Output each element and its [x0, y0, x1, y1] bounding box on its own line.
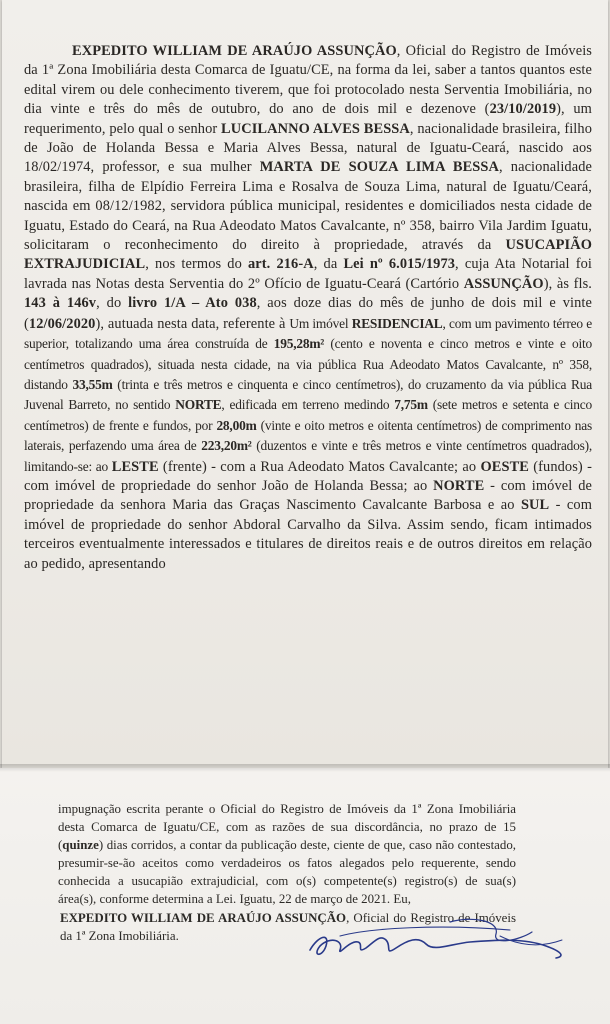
edital-main-text [24, 42, 592, 574]
area-construida: 195,28m² [273, 336, 325, 352]
law-ref: Lei nº 6.015/1973 [343, 256, 456, 273]
handwritten-signature [300, 906, 580, 966]
edital-paragraph: EXPEDITO WILLIAM DE ARAÚJO ASSUNÇÃO, Oficial do Registro de Imóveis da 1ª Zona Imobiliária desta Comarca de Iguatu/CE, na forma da lei, saber a tantos quantos este edital virem ou dele conhecimento tiverem, que foi protocolado nesta Serventia Imobiliária, no dia vinte e três do mês de outubro, do ano de dois mil e dezenove (23/10/2019), um requerimento, pelo qual o senhor LUCILANNO ALVES BESSA, nacionalidade brasileira, filho de João de Holanda Bessa e Maria Alves Bessa, natural de Iguatu-Ceará, nascido aos 18/02/1974, professor, e sua mulher MARTA DE SOUZA LIMA BESSA, nacionalidade brasileira, filha de Elpídio Ferreira Lima e Rosalva de Souza Lima, natural de Iguatu/Ceará, nascida em 08/12/1982, servidora pública municipal, residentes e domiciliados nesta cidade de Iguatu, Estado do Ceará, na Rua Adeodato Matos Cavalcante, nº 358, bairro Vila Jardim Iguatu, solicitaram o reconhecimento do direito à propriedade, através da USUCAPIÃO EXTRAJUDICIAL, nos termos do art. 216-A, da Lei nº 6.015/1973, cuja Ata Notarial foi lavrada nas Notas desta Serventia do 2º Ofício de Iguatu-Ceará (Cartório ASSUNÇÃO), às fls. 143 à 146v, do livro 1/A – Ato 038, aos doze dias do mês de junho de dois mil e vinte (12/06/2020), autuada nesta data, referente à Um imóvel RESIDENCIAL, com um pavimento térreo e superior, totalizando uma área construída de 195,28m² (cento e noventa e cinco metros e vinte e oito centímetros quadrados), situada nesta cidade, na via pública Rua Adeodato Matos Cavalcante, nº 358, distando 33,55m (trinta e três metros e cinquenta e cinco centímetros), do cruzamento da via pública Rua Juvenal Barreto, no sentido NORTE, edificada em terreno medindo 7,75m (sete metros e setenta e cinco centímetros) de frente e fundos, por 28,00m (vinte e oito metros e oitenta centímetros) de comprimento nas laterais, perfazendo uma área de 223,20m² (duzentos e vinte e três metros e vinte centímetros quadrados), limitando-se: ao LESTE (frente) - com a Rua Adeodato Matos Cavalcante; ao OESTE (fundos) - com imóvel de propriedade do senhor João de Holanda Bessa; ao NORTE - com imóvel de propriedade da senhora Maria das Graças Nascimento Cavalcante Barbosa e ao SUL - com imóvel de propriedade do senhor Abdoral Carvalho da Silva. Assim sendo, ficam intimados terceiros eventualmente interessados e titulares de direitos reais e de outros direitos em relação ao pedido, apresentando [24, 43, 593, 572]
area-total: 223,20m² [201, 438, 252, 454]
signoff-officer-name: EXPEDITO WILLIAM DE ARAÚJO ASSUNÇÃO [60, 910, 347, 925]
property-description: Um imóvel RESIDENCIAL, com um pavimento térreo e superior, totalizando uma área construída de 195,28m² (cento e noventa e cinco metros e vinte e oito centímetros quadrados), situada nesta cidade, na via pública Rua Adeodato Matos Cavalcante, nº 358, distando 33,55m (trinta e três metros e cinquenta e cinco centímetros), do cruzamento da via pública Rua Juvenal Barreto, no sentido NORTE, edificada em terreno medindo 7,75m (sete metros e setenta e cinco centímetros) de frente e fundos, por 28,00m (vinte e oito metros e oitenta centímetros) de comprimento nas laterais, perfazendo uma área de 223,20m² (duzentos e vinte e três metros e vinte centímetros quadrados), limitando-se: ao [24, 315, 593, 474]
norte-label: NORTE [433, 477, 485, 494]
protocol-date: 23/10/2019 [489, 101, 557, 118]
article-ref: art. 216-A [248, 256, 314, 273]
oeste-label: OESTE [480, 458, 529, 475]
leste-label: LESTE [111, 458, 159, 475]
usucapiao-label: USUCAPIÃO EXTRAJUDICIAL [24, 237, 592, 273]
officer-name: EXPEDITO WILLIAM DE ARAÚJO ASSUNÇÃO [72, 43, 397, 59]
frente-medida: 7,75m [394, 397, 428, 413]
faded-stamp-mark [448, 980, 598, 1010]
livro-ref: livro 1/A – Ato 038 [128, 295, 257, 312]
applicant1-name: LUCILANNO ALVES BESSA [221, 120, 410, 137]
norte-direction: NORTE [175, 397, 222, 413]
residencial-label: RESIDENCIAL [351, 315, 443, 331]
cartorio-name: ASSUNÇÃO [463, 275, 544, 292]
applicant2-name: MARTA DE SOUZA LIMA BESSA [259, 159, 499, 176]
sul-label: SUL [520, 497, 550, 514]
edital-page-bottom [0, 768, 610, 1024]
edital-page-top [2, 0, 608, 768]
comprimento-medida: 28,00m [216, 417, 257, 433]
page-fold-shadow [0, 764, 610, 772]
folhas-ref: 143 à 146v [24, 295, 97, 312]
continuation-paragraph: impugnação escrita perante o Oficial do Registro de Imóveis da 1ª Zona Imobiliária desta Comarca de Iguatu/CE, com as razões de sua discordância, no prazo de 15 (quinze) dias corridos, a contar da publicação deste, ciente de que, caso não contestado, presumir-se-ão aceitos como verdadeiros os fatos alegados pelo requerente, sendo conhecida a usucapião extrajudicial, com o(s) competente(s) registro(s) de sua(s) área(s), conforme determina a Lei. Iguatu, 22 de março de 2021. Eu, [58, 802, 516, 907]
distancia: 33,55m [72, 376, 113, 392]
official-signoff: EXPEDITO WILLIAM DE ARAÚJO ASSUNÇÃO, Oficial do Registro de Imóveis da 1ª Zona Imobiliária. [60, 910, 516, 943]
quinze-label: quinze [62, 838, 99, 853]
ata-date: 12/06/2020 [28, 315, 96, 332]
